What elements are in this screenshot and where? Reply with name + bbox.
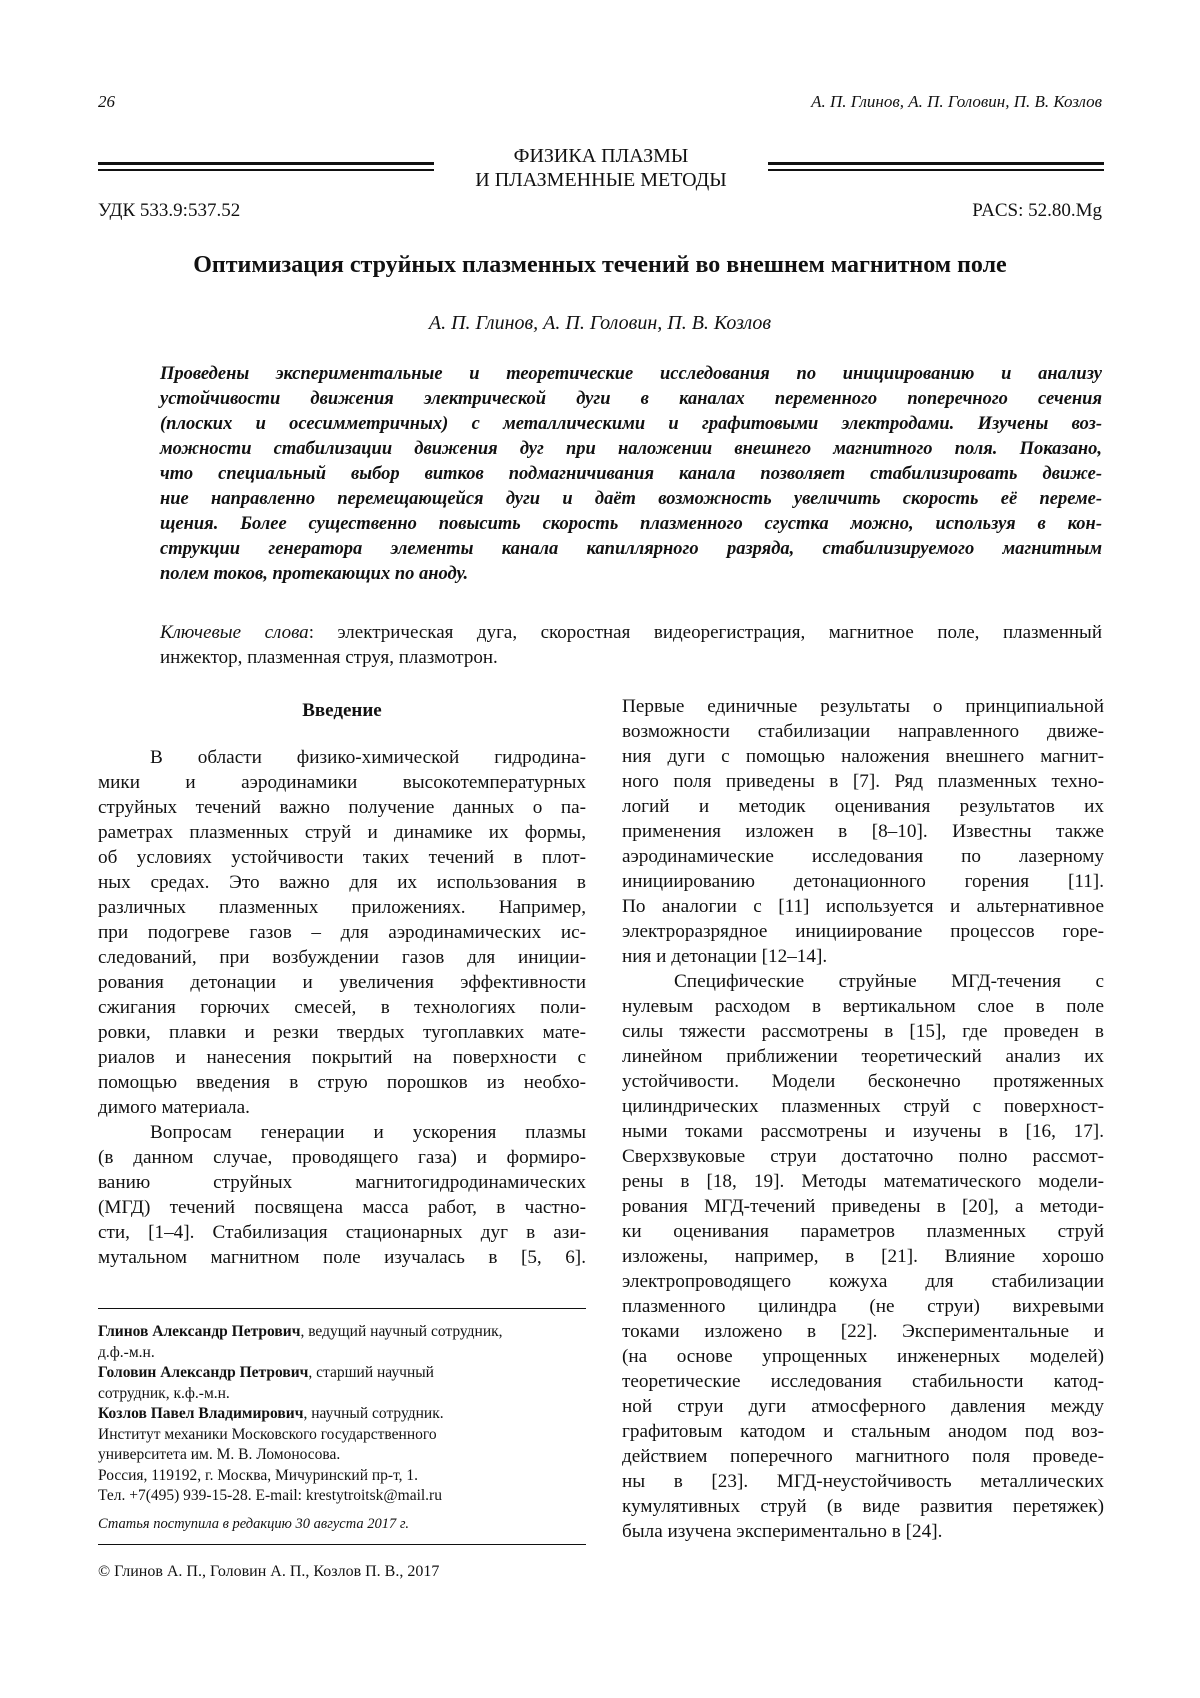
paragraph-line: сти, [1–4]. Стабилизация стационарных дуг в ази-	[98, 1222, 586, 1243]
paragraph-line: действием поперечного магнитного поля проведе-	[622, 1446, 1104, 1467]
section-rule-left	[98, 162, 434, 171]
paragraph-line: цилиндрических плазменных струй с поверхност-	[622, 1096, 1104, 1117]
footnote-contact: Тел. +7(495) 939-15-28. E-mail: krestytroitsk@mail.ru	[98, 1487, 442, 1504]
paragraph-line: устойчивости. Модели бесконечно протяженных	[622, 1071, 1104, 1092]
footnote-divider	[98, 1308, 586, 1309]
paragraph-line: (МГД) течений посвящена масса работ, в частно-	[98, 1197, 586, 1218]
paragraph-line: ния и детонации [12–14].	[622, 946, 828, 967]
paragraph-line: теоретические исследования стабильности катод-	[622, 1371, 1104, 1392]
footnote-address: Россия, 119192, г. Москва, Мичуринский пр-т, 1.	[98, 1466, 419, 1484]
paragraph-line: ровки, плавки и резки твердых тугоплавких мате-	[98, 1022, 586, 1043]
keywords-line: инжектор, плазменная струя, плазмотрон.	[160, 647, 498, 668]
paragraph-line: следований, при возбуждении газов для иниции-	[98, 947, 586, 968]
section-title-line: И ПЛАЗМЕННЫЕ МЕТОДЫ	[475, 169, 727, 191]
author-footnote	[98, 1322, 588, 1507]
abstract-line: струкции генератора элементы канала капиллярного разряда, стабилизируемого магнитным	[160, 539, 1102, 559]
right-column	[622, 694, 1104, 1544]
section-title	[434, 144, 768, 192]
paragraph-line: электроразрядное инициирование процессов горе-	[622, 921, 1104, 942]
paragraph-line: струйных течений важно получение данных о па-	[98, 797, 586, 818]
paragraph-line: графитовым катодом и стальным анодом под воз-	[622, 1421, 1104, 1442]
paragraph-line: силы тяжести рассмотрены в [15], где проведен в	[622, 1021, 1104, 1042]
paragraph-line: плазменного цилиндра (не струи) вихревыми	[622, 1296, 1104, 1317]
running-head	[98, 92, 1102, 116]
paragraph-line: мутальном магнитном поле изучалась в [5, 6].	[98, 1247, 586, 1268]
abstract-line: (плоских и осесимметричных) с металлическими и графитовыми электродами. Изучены воз-	[160, 414, 1102, 434]
copyright: © Глинов А. П., Головин А. П., Козлов П. В., 2017	[98, 1563, 440, 1580]
paragraph-line: ния дуги с помощью наложения внешнего магнит-	[622, 746, 1104, 767]
paragraph-line: Специфические струйные МГД-течения с	[674, 971, 1104, 992]
author-position: , научный сотрудник.	[303, 1405, 444, 1422]
footnote-degree: сотрудник, к.ф.-м.н.	[98, 1384, 230, 1402]
paragraph-line: мики и аэродинамики высокотемпературных	[98, 772, 586, 793]
author-name: Глинов Александр Петрович	[98, 1323, 301, 1340]
udc-code: УДК 533.9:537.52	[98, 200, 241, 221]
received-date: Статья поступила в редакцию 30 августа 2017 г.	[98, 1516, 409, 1532]
paragraph-line: линейном приближении теоретический анализ их	[622, 1046, 1104, 1067]
paragraph-line: ными токами рассмотрены и изучены в [16, 17].	[622, 1121, 1104, 1142]
paragraph-line: различных плазменных приложениях. Например,	[98, 897, 586, 918]
paragraph-line: раметрах плазменных струй и динамике их формы,	[98, 822, 586, 843]
paragraph-line: Первые единичные результаты о принципиальной	[622, 696, 1104, 717]
author-name: Козлов Павел Владимирович	[98, 1405, 304, 1422]
keywords-label: Ключевые слова	[160, 622, 309, 643]
paragraph-line: димого материала.	[98, 1097, 250, 1118]
author-name: Головин Александр Петрович	[98, 1364, 309, 1381]
running-head-authors: А. П. Глинов, А. П. Головин, П. В. Козлов	[811, 92, 1102, 111]
paragraph-line: ны в [23]. МГД-неустойчивость металлических	[622, 1471, 1104, 1492]
author-position: , старший научный	[308, 1364, 434, 1381]
article-title: Оптимизация струйных плазменных течений во внешнем магнитном поле	[193, 252, 1007, 278]
paragraph-line: применения изложен в [8–10]. Известны также	[622, 821, 1104, 842]
paragraph-line: помощью введения в струю порошков из необхо-	[98, 1072, 586, 1093]
paragraph-line: В области физико-химической гидродина-	[150, 747, 586, 768]
section-rule-right	[768, 162, 1104, 171]
copyright-divider	[98, 1544, 586, 1545]
paragraph-line: электропроводящего кожуха для стабилизации	[622, 1271, 1104, 1292]
footnote-author-3	[98, 1404, 588, 1425]
paragraph-line: ного поля приведены в [7]. Ряд плазменных техно-	[622, 771, 1104, 792]
abstract-line: полем токов, протекающих по аноду.	[160, 564, 469, 584]
paragraph-line: ки оценивания параметров плазменных струй	[622, 1221, 1104, 1242]
paragraph-line: Сверхзвуковые струи достаточно полно рассмот-	[622, 1146, 1104, 1167]
left-column	[98, 694, 586, 1270]
paragraph-line: ной струи дуги атмосферного давления между	[622, 1396, 1104, 1417]
page-number: 26	[98, 92, 115, 111]
abstract-line: щения. Более существенно повысить скорость плазменного сгустка можно, используя в кон-	[160, 514, 1102, 534]
paragraph-line: риалов и нанесения покрытий на поверхности с	[98, 1047, 586, 1068]
paragraph-line: кумулятивных струй (в виде развития перетяжек)	[622, 1496, 1104, 1517]
author-position: , ведущий научный сотрудник,	[300, 1323, 503, 1340]
abstract-line: ние направленно перемещающейся дуги и даёт возможность увеличить скорость её переме-	[160, 489, 1102, 509]
paragraph-line: аэродинамические исследования по лазерному	[622, 846, 1104, 867]
introduction-heading: Введение	[302, 700, 382, 721]
footnote-degree: д.ф.-м.н.	[98, 1343, 155, 1361]
footnote-institution: университета им. М. В. Ломоносова.	[98, 1446, 341, 1463]
paragraph-line: нулевым расходом в вертикальном слое в поле	[622, 996, 1104, 1017]
paragraph-line: По аналогии с [11] используется и альтернативное	[622, 896, 1104, 917]
keywords	[160, 620, 1102, 670]
paragraph-line: ных средах. Это важно для их использования в	[98, 872, 586, 893]
abstract	[160, 362, 1102, 587]
paragraph-line: сжигания горючих смесей, в технологиях поли-	[98, 997, 586, 1018]
classification-codes	[98, 200, 1102, 224]
keywords-line	[160, 620, 1102, 645]
paragraph-line: при подогреве газов – для аэродинамических ис-	[98, 922, 586, 943]
paragraph-line: возможности стабилизации направленного движе-	[622, 721, 1104, 742]
paragraph-line: рования МГД-течений приведены в [20], а методи-	[622, 1196, 1104, 1217]
paragraph-line: рены в [18, 19]. Методы математического модели-	[622, 1171, 1104, 1192]
paragraph-line: (на основе упрощенных инженерных моделей)	[622, 1346, 1104, 1367]
paragraph-line: об условиях устойчивости таких течений в плот-	[98, 847, 586, 868]
abstract-line: что специальный выбор витков подмагничивания канала позволяет стабилизировать движе-	[160, 464, 1102, 484]
paragraph-line: рования детонации и увеличения эффективности	[98, 972, 586, 993]
paragraph-line: (в данном случае, проводящего газа) и формиро-	[98, 1147, 586, 1168]
footnote-author-1	[98, 1322, 588, 1343]
paragraph-line: логий и методик оценивания результатов их	[622, 796, 1104, 817]
section-heading	[98, 144, 1104, 190]
article-authors: А. П. Глинов, А. П. Головин, П. В. Козлов	[428, 312, 772, 334]
section-title-line: ФИЗИКА ПЛАЗМЫ	[513, 145, 689, 167]
footnote-author-2	[98, 1363, 588, 1384]
paragraph-line: токами изложено в [22]. Экспериментальные и	[622, 1321, 1104, 1342]
paragraph-line: ванию струйных магнитогидродинамических	[98, 1172, 586, 1193]
abstract-line: можности стабилизации движения дуг при наложении внешнего магнитного поля. Показано,	[160, 439, 1102, 459]
paragraph-line: была изучена экспериментально в [24].	[622, 1521, 943, 1542]
paragraph-line: инициированию детонационного горения [11].	[622, 871, 1104, 892]
pacs-code: PACS: 52.80.Mg	[972, 200, 1102, 221]
paragraph-line: изложены, например, в [21]. Влияние хорошо	[622, 1246, 1104, 1267]
paragraph-line: Вопросам генерации и ускорения плазмы	[150, 1122, 586, 1143]
abstract-line: Проведены экспериментальные и теоретические исследования по инициированию и анализу	[160, 364, 1102, 384]
keywords-text: : электрическая дуга, скоростная видеорегистрация, магнитное поле, плазменный	[308, 622, 1102, 643]
abstract-line: устойчивости движения электрической дуги в каналах переменного поперечного сечения	[160, 389, 1102, 409]
footnote-institution: Институт механики Московского государственного	[98, 1425, 437, 1443]
